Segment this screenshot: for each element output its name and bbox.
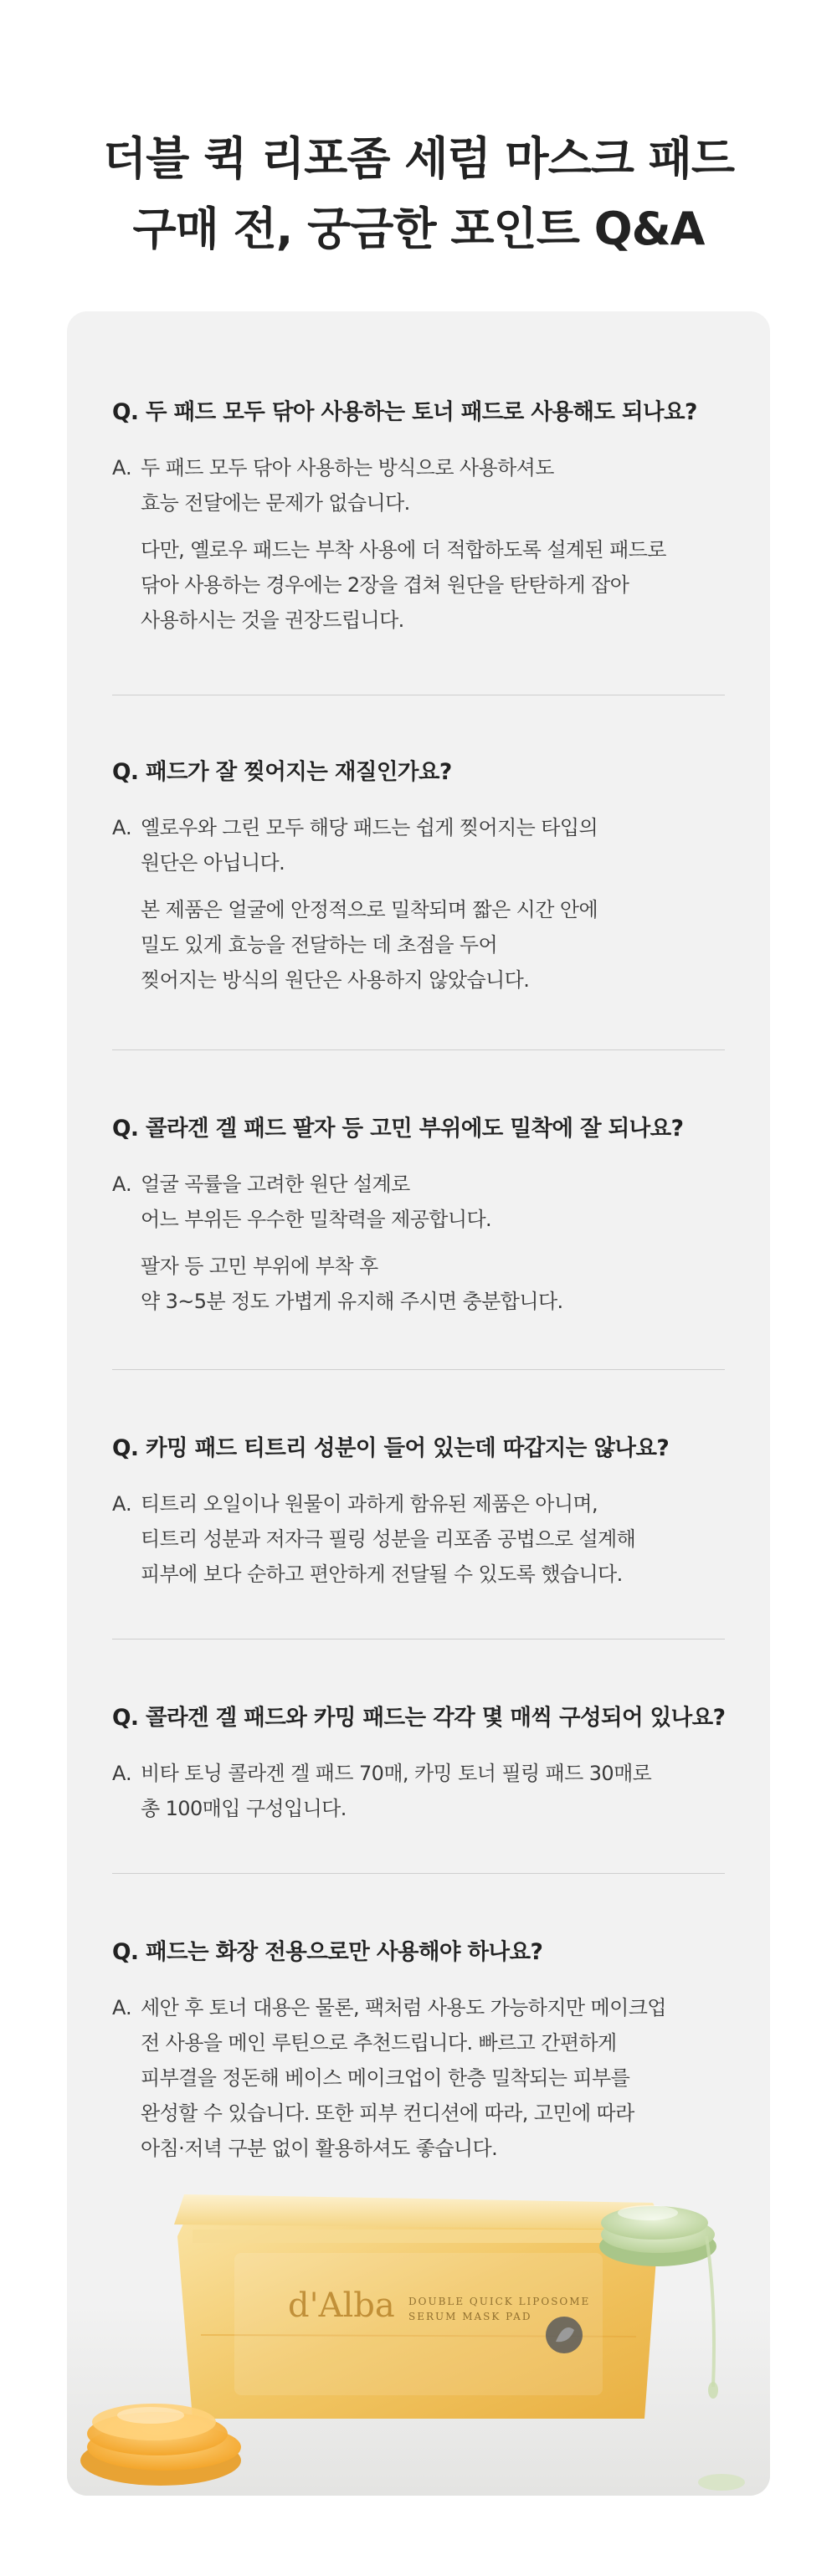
brand-logo: d'Alba [288, 2286, 395, 2325]
answer-paragraph [141, 1249, 748, 1319]
answer-paragraph [141, 1486, 748, 1592]
answer-paragraph [141, 1167, 748, 1237]
answer-line: 피부결을 정돈해 베이스 메이크업이 한층 밀착되는 피부를 [141, 2066, 630, 2090]
answer-prefix: A. [112, 456, 132, 480]
divider [112, 1369, 725, 1370]
answer-line: 어느 부위든 우수한 밀착력을 제공합니다. [141, 1208, 492, 1231]
title-line-2: 구매 전, 궁금한 포인트 Q&A [132, 203, 705, 255]
answer-line: 총 100매입 구성입니다. [141, 1797, 347, 1820]
answer-line: 밀도 있게 효능을 전달하는 데 초점을 두어 [141, 933, 498, 957]
answer-line: 티트리 성분과 저자극 필링 성분을 리포좀 공법으로 설계해 [141, 1527, 636, 1551]
answer-line: 효능 전달에는 문제가 없습니다. [141, 491, 410, 515]
answer-line: 찢어지는 방식의 원단은 사용하지 않았습니다. [141, 968, 530, 992]
answer-prefix: A. [112, 1996, 132, 2019]
answer-1 [112, 450, 748, 649]
answer-paragraph [141, 532, 748, 638]
answer-prefix: A. [112, 1762, 132, 1785]
answer-line: 비타 토닝 콜라겐 겔 패드 70매, 카밍 토너 필링 패드 30매로 [141, 1762, 652, 1785]
question-4: Q. 카밍 패드 티트리 성분이 들어 있는데 따갑지는 않나요? [112, 1435, 670, 1461]
answer-prefix: A. [112, 1492, 132, 1516]
answer-line: 다만, 옐로우 패드는 부착 사용에 더 적합하도록 설계된 패드로 [141, 538, 666, 562]
answer-line: 피부에 보다 순하고 편안하게 전달될 수 있도록 했습니다. [141, 1563, 623, 1586]
answer-line: 본 제품은 얼굴에 안정적으로 밀착되며 짧은 시간 안에 [141, 898, 598, 921]
answer-line: 완성할 수 있습니다. 또한 피부 컨디션에 따라, 고민에 따라 [141, 2101, 634, 2125]
title-line-1: 더블 퀵 리포좀 세럼 마스크 패드 [102, 132, 735, 185]
divider [112, 1049, 725, 1050]
product-name-line2: SERUM MASK PAD [408, 2311, 532, 2322]
answer-line: 두 패드 모두 닦아 사용하는 방식으로 사용하셔도 [141, 456, 554, 480]
answer-prefix: A. [112, 816, 132, 839]
answer-line: 약 3~5분 정도 가볍게 유지해 주시면 충분합니다. [141, 1290, 563, 1313]
answer-line: 얼굴 곡률을 고려한 원단 설계로 [141, 1173, 410, 1196]
question-6: Q. 패드는 화장 전용으로만 사용해야 하나요? [112, 1939, 543, 1965]
divider [112, 1639, 725, 1640]
answer-line: 아침·저녁 구분 없이 활용하셔도 좋습니다. [141, 2137, 498, 2160]
question-1: Q. 두 패드 모두 닦아 사용하는 토너 패드로 사용해도 되나요? [112, 399, 697, 425]
answer-line: 세안 후 토너 대용은 물론, 팩처럼 사용도 가능하지만 메이크업 [141, 1996, 666, 2019]
question-5: Q. 콜라겐 겔 패드와 카밍 패드는 각각 몇 매씩 구성되어 있나요? [112, 1705, 726, 1731]
product-image [67, 2136, 770, 2496]
answer-line: 옐로우와 그린 모두 해당 패드는 쉽게 찢어지는 타입의 [141, 816, 598, 839]
answer-4 [112, 1486, 748, 1604]
page-title [0, 124, 837, 264]
question-3: Q. 콜라겐 겔 패드 팔자 등 고민 부위에도 밀착에 잘 되나요? [112, 1116, 684, 1142]
answer-line: 사용하시는 것을 권장드립니다. [141, 608, 404, 632]
answer-line: 팔자 등 고민 부위에 부착 후 [141, 1255, 378, 1278]
answer-2 [112, 810, 748, 1009]
question-2: Q. 패드가 잘 찢어지는 재질인가요? [112, 759, 452, 785]
answer-paragraph [141, 810, 748, 880]
answer-line: 티트리 오일이나 원물이 과하게 함유된 제품은 아니며, [141, 1492, 598, 1516]
answer-prefix: A. [112, 1173, 132, 1196]
answer-paragraph [141, 892, 748, 998]
answer-line: 닦아 사용하는 경우에는 2장을 겹쳐 원단을 탄탄하게 잡아 [141, 573, 629, 597]
product-name-line1: DOUBLE QUICK LIPOSOME [408, 2296, 591, 2307]
qa-card [67, 311, 770, 2496]
answer-paragraph [141, 450, 748, 521]
answer-5 [112, 1756, 748, 1838]
leaf-emblem-icon [546, 2317, 583, 2353]
answer-line: 원단은 아닙니다. [141, 851, 285, 875]
answer-line: 전 사용을 메인 루틴으로 추천드립니다. 빠르고 간편하게 [141, 2031, 617, 2055]
answer-paragraph [141, 1756, 748, 1826]
divider [112, 1873, 725, 1874]
answer-3 [112, 1167, 748, 1331]
